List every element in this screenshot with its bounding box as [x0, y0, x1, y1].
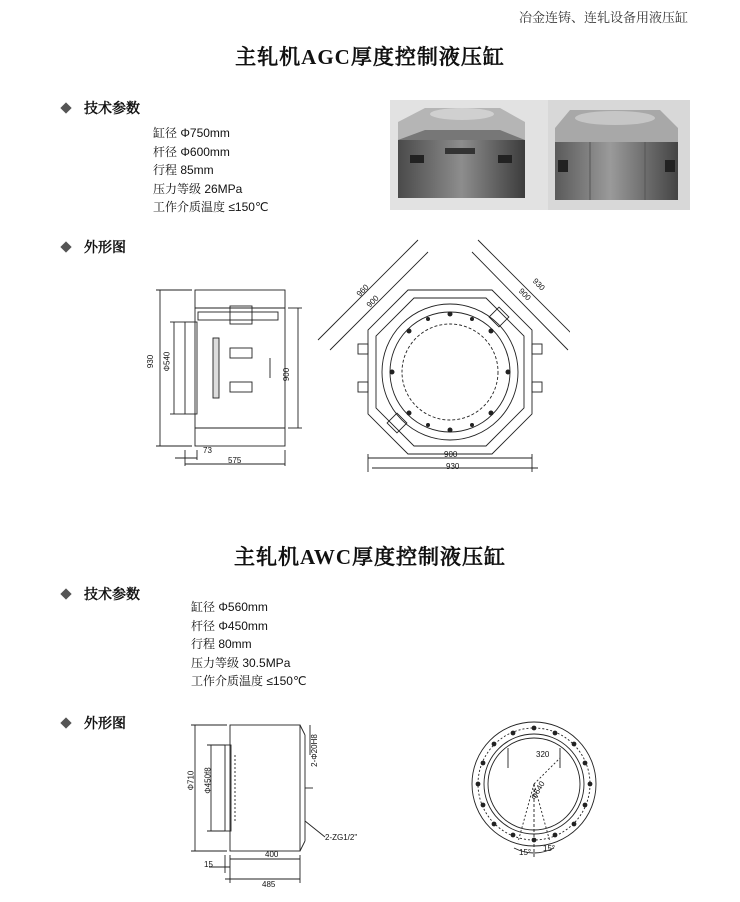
diamond-bullet-icon — [60, 102, 71, 113]
awc-title: 主轧机AWC厚度控制液压缸 — [233, 545, 506, 569]
agc-specs-heading-label: 技术参数 — [84, 100, 140, 116]
awc-dim-320: 320 — [536, 750, 550, 759]
agc-plan-view-drawing — [300, 222, 570, 484]
agc-drawing-heading-label: 外形图 — [84, 239, 126, 255]
diamond-bullet-icon — [60, 717, 71, 728]
awc-dim-2-phi20h8: 2-Φ20H8 — [309, 734, 319, 767]
awc-dim-phi710: Φ710 — [186, 770, 196, 791]
awc-dim-2-zg12: 2-ZG1/2" — [325, 833, 358, 842]
agc-dim-73: 73 — [203, 446, 212, 455]
agc-spec-rod: 杆径 Φ600mm — [153, 144, 230, 159]
awc-spec-rod: 杆径 Φ450mm — [191, 618, 268, 633]
awc-dim-15: 15 — [204, 860, 213, 869]
agc-dim-930-bottom: 930 — [446, 462, 460, 471]
awc-dim-phi640: Φ640 — [529, 779, 547, 802]
agc-dim-phi540: Φ540 — [162, 351, 172, 372]
diamond-bullet-icon — [60, 588, 71, 599]
awc-spec-stroke: 行程 80mm — [191, 637, 252, 651]
agc-specs-heading — [62, 98, 140, 118]
agc-dim-930-diag: 930 — [530, 276, 547, 293]
diamond-bullet-icon — [60, 241, 71, 252]
awc-specs-list — [191, 598, 306, 691]
awc-dim-400: 400 — [265, 850, 279, 859]
awc-dim-485: 485 — [262, 880, 276, 889]
agc-product-photo — [390, 100, 690, 210]
awc-drawing-heading — [62, 713, 126, 733]
agc-dim-900-diag: 900 — [364, 293, 381, 310]
agc-specs-list — [153, 124, 268, 217]
agc-spec-stroke: 行程 85mm — [153, 163, 214, 177]
awc-spec-bore: 缸径 Φ560mm — [191, 600, 268, 614]
agc-dim-930: 930 — [146, 354, 156, 369]
awc-angle-15-left: 15° — [519, 848, 532, 857]
agc-dim-575: 575 — [228, 456, 242, 465]
agc-spec-bore: 缸径 Φ750mm — [153, 126, 230, 140]
agc-dim-900: 900 — [282, 367, 292, 382]
agc-dim-960: 960 — [354, 282, 371, 299]
agc-spec-pressure: 压力等级 26MPa — [153, 181, 243, 196]
agc-dim-900-bottom: 900 — [444, 450, 458, 459]
agc-title: 主轧机AGC厚度控制液压缸 — [235, 45, 505, 69]
awc-specs-heading-label: 技术参数 — [84, 586, 140, 602]
agc-dim-900-diag-b: 900 — [516, 286, 533, 303]
awc-dim-phi450f8: Φ450f8 — [203, 767, 213, 794]
awc-spec-pressure: 压力等级 30.5MPa — [191, 655, 291, 670]
awc-drawing-heading-label: 外形图 — [84, 715, 126, 731]
agc-spec-temperature: 工作介质温度 ≤150℃ — [153, 200, 269, 214]
awc-angle-15-right: 15° — [543, 844, 556, 853]
agc-drawing-heading — [62, 237, 126, 257]
page-header: 冶金连铸、连轧设备用液压缸 — [518, 10, 688, 25]
awc-specs-heading — [62, 584, 140, 604]
awc-spec-temperature: 工作介质温度 ≤150℃ — [191, 674, 307, 688]
